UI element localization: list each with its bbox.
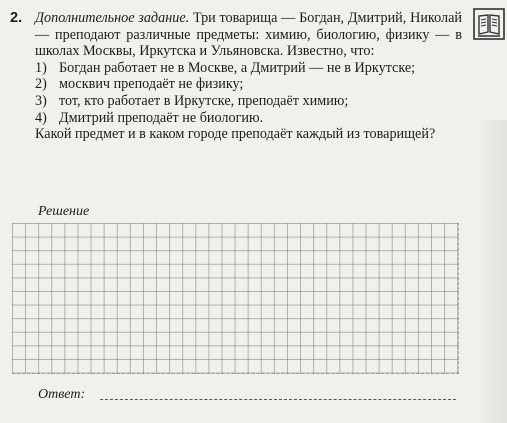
answer-label: Ответ: bbox=[38, 387, 86, 402]
task-intro-text: Три товарища — Богдан, Дмитрий, Николай — преподают различные предметы: химию, биологию, физику — в школах Москвы, Иркутска и Ульяновска. Известно, что: bbox=[35, 10, 462, 60]
condition-text: Богдан работает не в Москве, а Дмитрий — не в Иркутске; bbox=[59, 59, 416, 76]
condition-4 bbox=[35, 110, 462, 127]
condition-text: москвич преподаёт не физику; bbox=[59, 76, 244, 93]
condition-2 bbox=[35, 76, 462, 93]
solution-label: Решение bbox=[38, 204, 90, 219]
page-edge-shadow bbox=[478, 120, 507, 423]
task-question: Какой предмет и в каком городе преподаёт каждый из товарищей? bbox=[35, 126, 436, 143]
task-block bbox=[10, 10, 462, 143]
book-icon bbox=[473, 8, 505, 40]
task-label: Дополнительное задание. bbox=[35, 10, 190, 26]
answer-line[interactable] bbox=[100, 399, 456, 400]
condition-number: 2) bbox=[35, 76, 47, 93]
task-number: 2. bbox=[10, 10, 23, 26]
task-body bbox=[35, 10, 462, 143]
condition-text: Дмитрий преподаёт не биологию. bbox=[59, 109, 264, 126]
condition-number: 4) bbox=[35, 109, 47, 126]
condition-text: тот, кто работает в Иркутске, преподаёт химию; bbox=[59, 92, 349, 109]
condition-1 bbox=[35, 60, 462, 77]
condition-number: 1) bbox=[35, 59, 47, 76]
condition-number: 3) bbox=[35, 92, 47, 109]
condition-3 bbox=[35, 93, 462, 110]
task-intro bbox=[35, 10, 462, 60]
solution-grid[interactable] bbox=[12, 223, 459, 374]
